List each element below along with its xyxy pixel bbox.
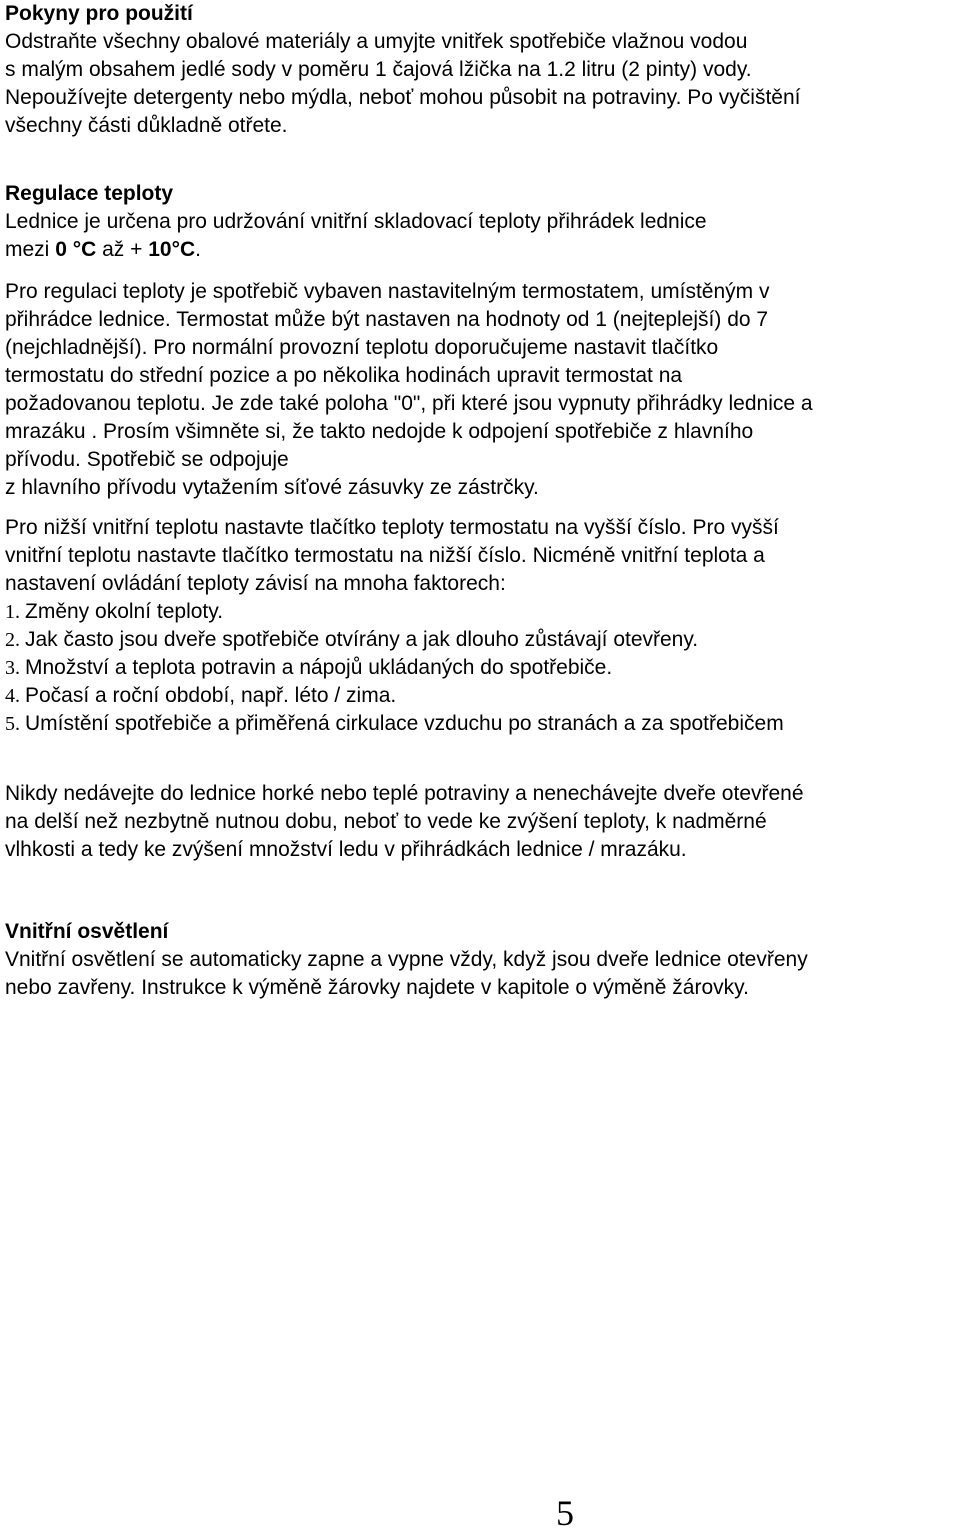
temp-low: 0 °C [55,238,97,261]
lighting-section [5,918,957,1002]
list-text: Změny okolní teploty. [25,600,224,623]
temperature-range-line [5,236,957,264]
warning-line: Nikdy nedávejte do lednice horké nebo teplé potraviny a nenechávejte dveře otevřené [5,782,804,805]
page-number: 5 [556,1493,574,1533]
thermostat-line: z hlavního přívodu vytažením síťové zásuvky ze zástrčky. [5,476,539,499]
list-text: Počasí a roční období, např. léto / zima. [25,684,397,707]
temperature-heading: Regulace teploty [5,182,174,205]
lighting-line: Vnitřní osvětlení se automaticky zapne a vypne vždy, když jsou dveře lednice otevřeny [5,948,808,971]
list-number: 2. [5,629,20,651]
range-prefix: mezi [5,238,56,261]
lighting-line: nebo zavřeny. Instrukce k výměně žárovky najdete v kapitole o výměně žárovky. [5,976,749,999]
list-number: 5. [5,713,20,735]
thermostat-line: (nejchladnější). Pro normální provozní teplotu doporučujeme nastavit tlačítko [5,336,719,359]
thermostat-section [5,278,957,502]
usage-line: všechny části důkladně otřete. [5,114,288,137]
range-suffix: . [195,238,201,261]
list-number: 1. [5,601,20,623]
list-item [5,598,957,626]
list-item [5,654,957,682]
list-text: Množství a teplota potravin a nápojů ukládaných do spotřebiče. [25,656,613,679]
factors-line: vnitřní teplotu nastavte tlačítko termostatu na nižší číslo. Nicméně vnitřní teplota a [5,544,765,567]
warning-section [5,780,957,864]
temp-high: 10°C [148,238,196,261]
usage-heading: Pokyny pro použití [5,2,193,25]
thermostat-line: požadovanou teplotu. Je zde také poloha "0", při které jsou vypnuty přihrádky lednice a [5,392,813,415]
list-text: Jak často jsou dveře spotřebiče otvírány a jak dlouho zůstávají otevřeny. [25,628,699,651]
warning-line: na delší než nezbytně nutnou dobu, neboť to vede ke zvýšení teploty, k nadměrné [5,810,767,833]
factors-section [5,514,957,738]
factors-line: nastavení ovládání teploty závisí na mnoha faktorech: [5,572,506,595]
thermostat-line: mrazáku . Prosím všimněte si, že takto nedojde k odpojení spotřebiče z hlavního [5,420,754,443]
list-number: 4. [5,685,20,707]
list-number: 3. [5,657,20,679]
list-item [5,710,957,738]
warning-line: vlhkosti a tedy ke zvýšení množství ledu v přihrádkách lednice / mrazáku. [5,838,687,861]
list-text: Umístění spotřebiče a přiměřená cirkulace vzduchu po stranách a za spotřebičem [25,712,784,735]
thermostat-line: přihrádce lednice. Termostat může být nastaven na hodnoty od 1 (nejteplejší) do 7 [5,308,769,331]
factors-list [5,598,957,738]
list-item [5,626,957,654]
temperature-section [5,180,957,264]
lighting-heading: Vnitřní osvětlení [5,920,169,943]
usage-line: s malým obsahem jedlé sody v poměru 1 čajová lžička na 1.2 litru (2 pinty) vody. [5,58,752,81]
factors-line: Pro nižší vnitřní teplotu nastavte tlačítko teploty termostatu na vyšší číslo. Pro vyšší [5,516,779,539]
usage-line: Odstraňte všechny obalové materiály a umyjte vnitřek spotřebiče vlažnou vodou [5,30,748,53]
usage-line: Nepoužívejte detergenty nebo mýdla, neboť mohou působit na potraviny. Po vyčištění [5,86,801,109]
list-item [5,682,957,710]
usage-section [5,0,957,140]
temperature-line: Lednice je určena pro udržování vnitřní skladovací teploty přihrádek lednice [5,210,707,233]
range-mid: až + [96,238,149,261]
thermostat-line: termostatu do střední pozice a po několika hodinách upravit termostat na [5,364,683,387]
thermostat-line: přívodu. Spotřebič se odpojuje [5,448,289,471]
thermostat-line: Pro regulaci teploty je spotřebič vybaven nastavitelným termostatem, umístěným v [5,280,770,303]
